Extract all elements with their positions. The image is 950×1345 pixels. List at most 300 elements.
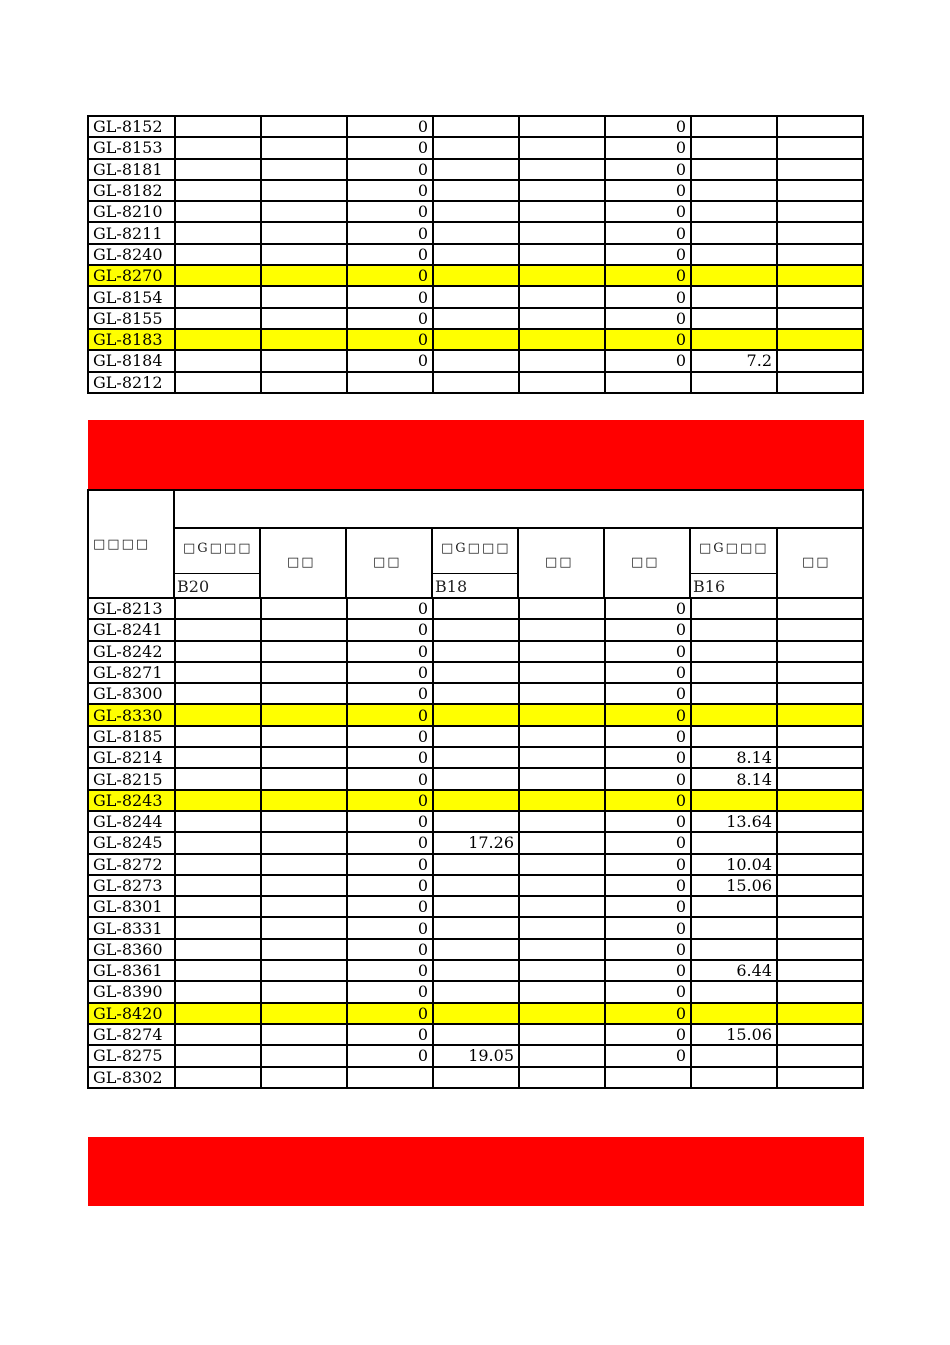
- header-group-3-cell: [689, 527, 778, 599]
- table-cell: 0: [347, 308, 433, 329]
- table-cell: [691, 832, 777, 853]
- table-cell: [175, 832, 261, 853]
- table-row: [88, 811, 863, 832]
- table-cell: [777, 747, 863, 768]
- table-cell: [261, 939, 347, 960]
- table-row: [88, 137, 863, 158]
- table-cell: [261, 286, 347, 307]
- table-cell: 0: [605, 1024, 691, 1045]
- table-cell: [433, 244, 519, 265]
- table-cell: [519, 726, 605, 747]
- table-cell: [777, 222, 863, 243]
- table-cell: [175, 244, 261, 265]
- table-cell: 0: [605, 704, 691, 725]
- table-cell: [691, 917, 777, 938]
- table-cell: 8.14: [691, 747, 777, 768]
- header-group-1-a-label: □□: [287, 555, 316, 570]
- header-group-3-a-label: □□: [802, 555, 831, 570]
- table-cell: [433, 641, 519, 662]
- row-code-cell: GL-8271: [88, 662, 175, 683]
- table-cell: [777, 286, 863, 307]
- red-separator-band: [88, 420, 864, 489]
- table-cell: [261, 308, 347, 329]
- table-cell: [691, 159, 777, 180]
- row-code-cell: GL-8185: [88, 726, 175, 747]
- table-cell: [261, 662, 347, 683]
- table-cell: [433, 981, 519, 1002]
- row-code-cell: GL-8214: [88, 747, 175, 768]
- table-cell: [433, 180, 519, 201]
- table-cell: 0: [605, 747, 691, 768]
- header-code-cell: [87, 489, 175, 599]
- table-cell: [261, 917, 347, 938]
- table-cell: [175, 768, 261, 789]
- table-cell: [433, 683, 519, 704]
- table-cell: [261, 981, 347, 1002]
- table-cell: [519, 159, 605, 180]
- row-code-cell: GL-8301: [88, 896, 175, 917]
- row-code-cell: GL-8211: [88, 222, 175, 243]
- table-cell: [433, 875, 519, 896]
- table-cell: [261, 1003, 347, 1024]
- table-cell: 0: [605, 244, 691, 265]
- table-cell: [777, 896, 863, 917]
- row-code-cell: GL-8181: [88, 159, 175, 180]
- table-cell: [519, 704, 605, 725]
- table-cell: [261, 683, 347, 704]
- table-cell: [691, 265, 777, 286]
- table-cell: 10.04: [691, 854, 777, 875]
- row-code-cell: GL-8390: [88, 981, 175, 1002]
- table-row: [88, 286, 863, 307]
- table-cell: [433, 265, 519, 286]
- header-top-span-cell: [173, 489, 864, 529]
- table-cell: 0: [347, 286, 433, 307]
- table-cell: 0: [347, 917, 433, 938]
- row-code-cell: GL-8210: [88, 201, 175, 222]
- table-cell: 0: [347, 790, 433, 811]
- table-cell: [175, 137, 261, 158]
- table-cell: [519, 372, 605, 393]
- spreadsheet-table-bottom: [87, 597, 864, 1089]
- table-cell: [433, 1003, 519, 1024]
- row-code-cell: GL-8302: [88, 1067, 175, 1088]
- table-cell: [777, 641, 863, 662]
- header-group-2-col-b: [603, 527, 691, 599]
- table-cell: 0: [605, 641, 691, 662]
- table-cell: 0: [347, 704, 433, 725]
- table-cell: 6.44: [691, 960, 777, 981]
- row-code-cell: GL-8152: [88, 116, 175, 137]
- table-cell: [691, 201, 777, 222]
- table-cell: [175, 747, 261, 768]
- table-cell: [519, 683, 605, 704]
- row-code-cell: GL-8155: [88, 308, 175, 329]
- row-code-cell: GL-8331: [88, 917, 175, 938]
- row-code-cell: GL-8215: [88, 768, 175, 789]
- table-cell: 0: [347, 981, 433, 1002]
- table-cell: 7.2: [691, 350, 777, 371]
- row-code-cell: GL-8420: [88, 1003, 175, 1024]
- table-cell: 0: [347, 598, 433, 619]
- table-row: [88, 683, 863, 704]
- header-group-3-title: □G□□□: [699, 541, 769, 556]
- table-cell: [519, 329, 605, 350]
- table-cell: [175, 641, 261, 662]
- table-cell: 0: [605, 1003, 691, 1024]
- table-cell: 0: [605, 350, 691, 371]
- table-row: [88, 265, 863, 286]
- table-cell: [347, 1067, 433, 1088]
- table-cell: [261, 222, 347, 243]
- table-cell: [691, 981, 777, 1002]
- table-row: [88, 222, 863, 243]
- row-code-cell: GL-8273: [88, 875, 175, 896]
- header-group-2-col-a: [517, 527, 605, 599]
- table-cell: 0: [605, 598, 691, 619]
- row-code-cell: GL-8240: [88, 244, 175, 265]
- table-cell: 0: [605, 159, 691, 180]
- table-row: [88, 768, 863, 789]
- row-code-cell: GL-8300: [88, 683, 175, 704]
- table-cell: [605, 1067, 691, 1088]
- table-cell: 0: [605, 137, 691, 158]
- table-cell: 0: [605, 811, 691, 832]
- table-cell: [691, 1003, 777, 1024]
- table-cell: [261, 372, 347, 393]
- table-cell: [519, 960, 605, 981]
- table-cell: 0: [605, 201, 691, 222]
- table-cell: [175, 1003, 261, 1024]
- table-cell: [433, 329, 519, 350]
- row-code-cell: GL-8241: [88, 619, 175, 640]
- table-cell: [777, 1024, 863, 1045]
- table-cell: 0: [605, 832, 691, 853]
- table-cell: 0: [347, 180, 433, 201]
- table-cell: [433, 201, 519, 222]
- header-group-1-b-label: □□: [373, 555, 402, 570]
- table-cell: [691, 329, 777, 350]
- table-cell: [175, 1024, 261, 1045]
- table-cell: [777, 1003, 863, 1024]
- table-cell: 0: [347, 1024, 433, 1045]
- table-cell: [519, 939, 605, 960]
- header-group-2-b-label: □□: [631, 555, 660, 570]
- table-cell: [691, 641, 777, 662]
- table-row: [88, 917, 863, 938]
- table-cell: [777, 116, 863, 137]
- row-code-cell: GL-8154: [88, 286, 175, 307]
- table-cell: [433, 704, 519, 725]
- table-cell: 0: [347, 116, 433, 137]
- header-code-label: □□□□: [93, 537, 151, 552]
- table-cell: [777, 939, 863, 960]
- table-cell: [691, 137, 777, 158]
- table-cell: 15.06: [691, 1024, 777, 1045]
- table-cell: [777, 981, 863, 1002]
- table-cell: [777, 329, 863, 350]
- table-cell: [691, 244, 777, 265]
- table-cell: 0: [347, 350, 433, 371]
- table-row: [88, 939, 863, 960]
- table-cell: [777, 598, 863, 619]
- table-cell: [777, 875, 863, 896]
- table-cell: 0: [347, 896, 433, 917]
- table-cell: [777, 662, 863, 683]
- header-group-1-col-b: [345, 527, 433, 599]
- table-cell: 0: [347, 137, 433, 158]
- table-cell: [433, 939, 519, 960]
- table-cell: [519, 811, 605, 832]
- header-group-2-a-label: □□: [545, 555, 574, 570]
- table-cell: [519, 896, 605, 917]
- row-code-cell: GL-8182: [88, 180, 175, 201]
- table-cell: [519, 244, 605, 265]
- table-cell: [777, 726, 863, 747]
- row-code-cell: GL-8244: [88, 811, 175, 832]
- table-row: [88, 159, 863, 180]
- table-cell: [691, 598, 777, 619]
- table-cell: 0: [347, 159, 433, 180]
- table-cell: [777, 1045, 863, 1066]
- row-code-cell: GL-8245: [88, 832, 175, 853]
- table-cell: [175, 598, 261, 619]
- table-cell: [691, 790, 777, 811]
- row-code-cell: GL-8361: [88, 960, 175, 981]
- table-cell: 13.64: [691, 811, 777, 832]
- table-cell: [777, 180, 863, 201]
- table-cell: [175, 159, 261, 180]
- table-row: [88, 201, 863, 222]
- table-cell: 0: [605, 116, 691, 137]
- table-cell: [519, 641, 605, 662]
- header-group-3-sub: B16: [693, 577, 726, 596]
- header-group-2-title: □G□□□: [441, 541, 511, 556]
- table-cell: 0: [605, 329, 691, 350]
- header-group-2-cell: [431, 527, 519, 599]
- table-row: [88, 1003, 863, 1024]
- table-cell: [175, 662, 261, 683]
- table-cell: [519, 747, 605, 768]
- table-cell: 0: [347, 201, 433, 222]
- header-group-1-sub: B20: [177, 577, 210, 596]
- table-cell: [433, 747, 519, 768]
- table-cell: [261, 329, 347, 350]
- table-cell: [433, 768, 519, 789]
- table-cell: [605, 372, 691, 393]
- table-row: [88, 619, 863, 640]
- table-cell: 0: [347, 726, 433, 747]
- row-code-cell: GL-8274: [88, 1024, 175, 1045]
- table-cell: [261, 180, 347, 201]
- table-row: [88, 747, 863, 768]
- table-cell: [175, 308, 261, 329]
- table-cell: [261, 137, 347, 158]
- table-cell: [261, 854, 347, 875]
- table-cell: [433, 619, 519, 640]
- header-group-1-cell: [173, 527, 261, 599]
- table-row: [88, 1045, 863, 1066]
- table-cell: 0: [347, 875, 433, 896]
- table-cell: 0: [605, 1045, 691, 1066]
- table-row: [88, 641, 863, 662]
- table-cell: [261, 726, 347, 747]
- table-cell: 0: [347, 768, 433, 789]
- table-cell: [777, 854, 863, 875]
- table-cell: 0: [605, 222, 691, 243]
- table-cell: [175, 704, 261, 725]
- table-cell: [261, 1024, 347, 1045]
- table-cell: [777, 265, 863, 286]
- table-cell: [777, 201, 863, 222]
- table-cell: [261, 244, 347, 265]
- table-cell: [691, 683, 777, 704]
- row-code-cell: GL-8184: [88, 350, 175, 371]
- table-cell: [691, 222, 777, 243]
- table-cell: [433, 308, 519, 329]
- table-cell: [175, 939, 261, 960]
- table-cell: [691, 180, 777, 201]
- table-row: [88, 329, 863, 350]
- table-cell: [519, 1024, 605, 1045]
- table-cell: [691, 896, 777, 917]
- row-code-cell: GL-8212: [88, 372, 175, 393]
- table-cell: [519, 286, 605, 307]
- table-cell: [261, 201, 347, 222]
- table-cell: [175, 683, 261, 704]
- table-cell: [175, 116, 261, 137]
- table-cell: [777, 137, 863, 158]
- table-cell: [175, 180, 261, 201]
- table-cell: [691, 308, 777, 329]
- table-cell: [777, 619, 863, 640]
- table-cell: [691, 286, 777, 307]
- table-cell: [519, 1045, 605, 1066]
- table-cell: [175, 265, 261, 286]
- table-row: [88, 180, 863, 201]
- table-row: [88, 350, 863, 371]
- table-cell: [433, 917, 519, 938]
- table-cell: [347, 372, 433, 393]
- table-cell: [691, 662, 777, 683]
- table-cell: [777, 917, 863, 938]
- table-cell: [175, 960, 261, 981]
- table-cell: [261, 598, 347, 619]
- table-cell: [261, 875, 347, 896]
- row-code-cell: GL-8360: [88, 939, 175, 960]
- table-cell: [433, 960, 519, 981]
- table-cell: [261, 350, 347, 371]
- table-cell: [433, 1024, 519, 1045]
- table-cell: [691, 939, 777, 960]
- table-cell: 0: [347, 1045, 433, 1066]
- table-cell: [433, 286, 519, 307]
- table-cell: 0: [605, 790, 691, 811]
- table-cell: [175, 222, 261, 243]
- row-code-cell: GL-8275: [88, 1045, 175, 1066]
- table-cell: [777, 1067, 863, 1088]
- table-cell: [691, 372, 777, 393]
- table-cell: 17.26: [433, 832, 519, 853]
- table-cell: [433, 598, 519, 619]
- table-cell: [433, 1067, 519, 1088]
- table-cell: [433, 811, 519, 832]
- table-cell: [175, 875, 261, 896]
- table-cell: [261, 1045, 347, 1066]
- table-cell: 0: [347, 619, 433, 640]
- table-cell: [175, 372, 261, 393]
- table-cell: [519, 350, 605, 371]
- table-cell: 0: [605, 180, 691, 201]
- table-cell: [175, 981, 261, 1002]
- row-code-cell: GL-8272: [88, 854, 175, 875]
- table-cell: [777, 832, 863, 853]
- table-cell: [175, 854, 261, 875]
- table-cell: [261, 768, 347, 789]
- row-code-cell: GL-8213: [88, 598, 175, 619]
- table-cell: 0: [347, 265, 433, 286]
- table-cell: 0: [347, 832, 433, 853]
- row-code-cell: GL-8183: [88, 329, 175, 350]
- table-cell: [175, 286, 261, 307]
- table-cell: 0: [605, 286, 691, 307]
- table-cell: 0: [347, 811, 433, 832]
- table-cell: [777, 308, 863, 329]
- red-separator-band: [88, 1137, 864, 1206]
- table-row: [88, 704, 863, 725]
- table-cell: [519, 180, 605, 201]
- table-cell: [261, 265, 347, 286]
- table-cell: [433, 790, 519, 811]
- table-cell: [519, 790, 605, 811]
- table-cell: 0: [605, 960, 691, 981]
- row-code-cell: GL-8153: [88, 137, 175, 158]
- table-cell: [433, 116, 519, 137]
- table-cell: [175, 619, 261, 640]
- table-cell: [519, 768, 605, 789]
- table-cell: [175, 917, 261, 938]
- table-cell: [433, 854, 519, 875]
- table-row: [88, 372, 863, 393]
- table-cell: 0: [347, 222, 433, 243]
- table-cell: [519, 201, 605, 222]
- table-cell: [691, 1045, 777, 1066]
- table-cell: [691, 619, 777, 640]
- table-cell: [175, 201, 261, 222]
- table-cell: [261, 747, 347, 768]
- table-row: [88, 790, 863, 811]
- header-group-2-sub: B18: [435, 577, 468, 596]
- table-cell: 0: [347, 1003, 433, 1024]
- table-cell: 0: [605, 875, 691, 896]
- table-cell: [691, 1067, 777, 1088]
- table-cell: [777, 960, 863, 981]
- table-cell: [777, 704, 863, 725]
- table-cell: [777, 683, 863, 704]
- row-code-cell: GL-8330: [88, 704, 175, 725]
- table-cell: [519, 308, 605, 329]
- table-cell: 0: [347, 662, 433, 683]
- table-cell: 0: [605, 854, 691, 875]
- table-cell: 0: [347, 854, 433, 875]
- table-cell: [519, 875, 605, 896]
- table-cell: 0: [605, 308, 691, 329]
- table-cell: [433, 896, 519, 917]
- table-cell: [691, 704, 777, 725]
- row-code-cell: GL-8270: [88, 265, 175, 286]
- table-cell: 0: [605, 265, 691, 286]
- table-cell: 0: [347, 329, 433, 350]
